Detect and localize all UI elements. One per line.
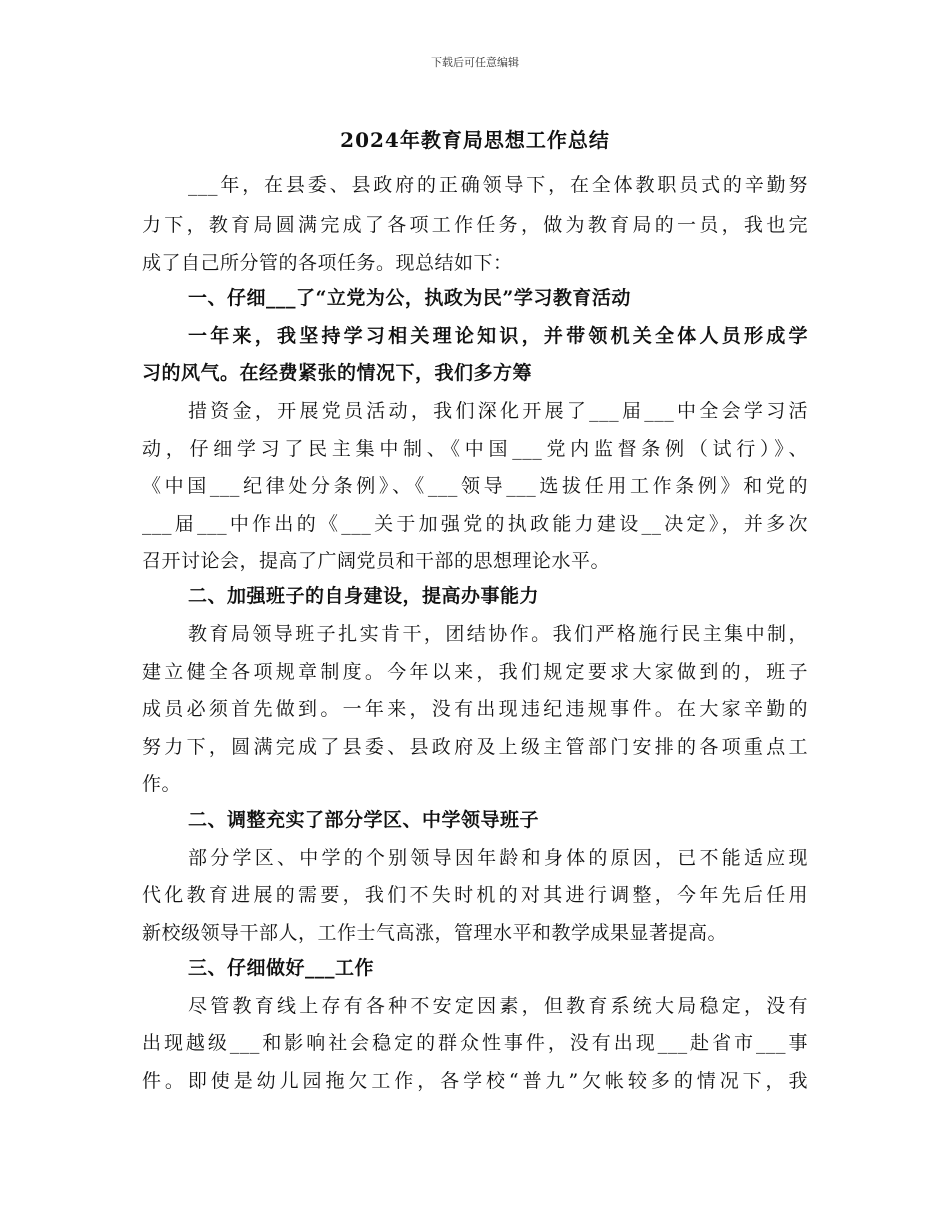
paragraph-line: 教育局领导班子扎实肯干，团结协作。我们严格施行民主集中制， [188,623,808,645]
section-heading-line: 一年来，我坚持学习相关理论知识，并带领机关全体人员形成学 [188,325,808,347]
header-note: 下载后可任意编辑 [431,56,519,69]
paragraph-line: ___届___中作出的《___关于加强党的执政能力建设__决定》，并多次 [142,513,808,535]
paragraph-line: 动，仔细学习了民主集中制、《中国___党内监督条例（试行）》、 [142,438,808,460]
paragraph-line: 力下，教育局圆满完成了各项工作任务，做为教育局的一员，我也完 [142,214,808,236]
paragraph-line: 成员必须首先做到。一年来，没有出现违纪违规事件。在大家辛勤的 [142,698,808,720]
paragraph-line: 件。即使是幼儿园拖欠工作，各学校“普九”欠帐较多的情况下，我 [142,1070,808,1092]
paragraph-line: 新校级领导干部人，工作士气高涨，管理水平和教学成果显著提高。 [142,922,728,944]
paragraph-line: 出现越级___和影响社会稳定的群众性事件，没有出现___赴省市___事 [142,1032,808,1054]
paragraph-line: 建立健全各项规章制度。今年以来，我们规定要求大家做到的，班子 [142,661,808,683]
paragraph-line: 尽管教育线上存有各种不安定因素，但教育系统大局稳定，没有 [188,995,808,1017]
paragraph-line: 代化教育进展的需要，我们不失时机的对其进行调整，今年先后任用 [142,884,808,906]
section-heading-line: 二、加强班子的自身建设，提高办事能力 [188,585,540,607]
paragraph-line: 成了自己所分管的各项任务。现总结如下： [142,252,513,274]
paragraph-line: 努力下，圆满完成了县委、县政府及上级主管部门安排的各项重点工 [142,736,808,758]
paragraph-line: 作。 [142,773,182,795]
document-title: 2024年教育局思想工作总结 [340,128,610,152]
paragraph-line: ___年，在县委、县政府的正确领导下，在全体教职员式的辛勤努 [188,174,808,196]
section-heading-line: 二、调整充实了部分学区、中学领导班子 [188,809,540,831]
section-heading-line: 习的风气。在经费紧张的情况下，我们多方筹 [142,362,533,384]
section-heading-line: 三、仔细做好___工作 [188,957,375,979]
paragraph-line: 措资金，开展党员活动，我们深化开展了___届___中全会学习活 [188,400,808,422]
section-heading-line: 一、仔细___了“立党为公，执政为民”学习教育活动 [188,287,631,309]
paragraph-line: 《中国___纪律处分条例》、《___领导___选拔任用工作条例》和党的 [142,475,808,497]
paragraph-line: 部分学区、中学的个别领导因年龄和身体的原因，已不能适应现 [188,847,808,869]
paragraph-line: 召开讨论会，提高了广阔党员和干部的思想理论水平。 [142,550,611,572]
